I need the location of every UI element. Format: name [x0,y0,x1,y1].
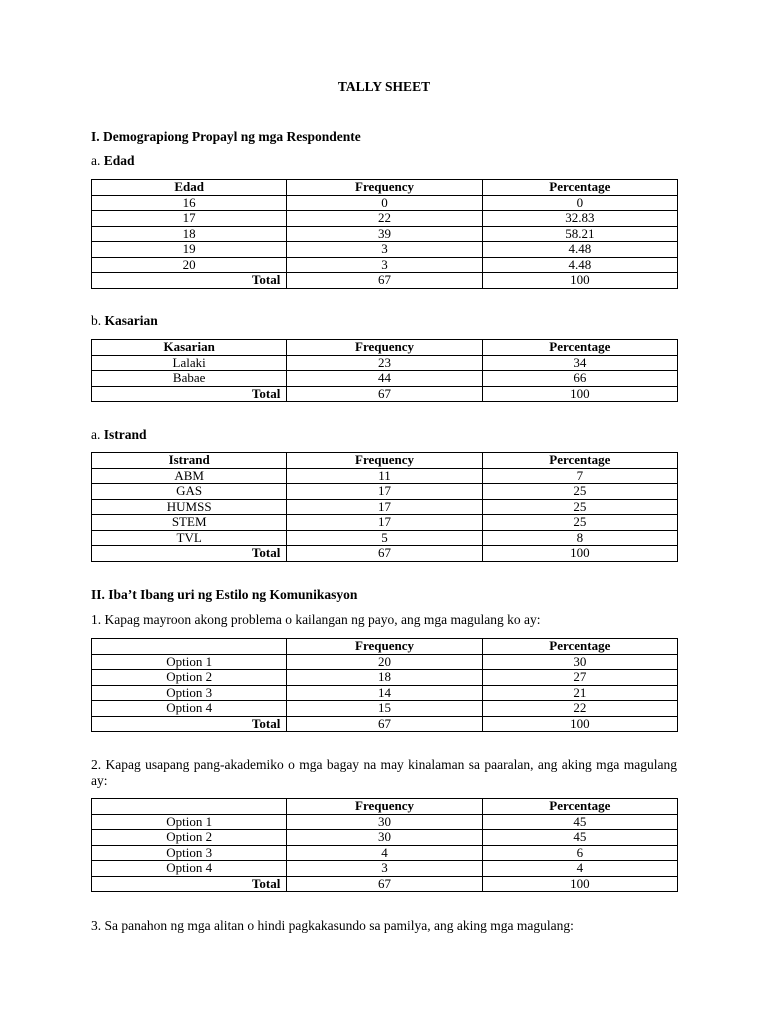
table-cell: 15 [287,701,482,717]
header-cell: Frequency [287,340,482,356]
table-cell: 17 [287,499,482,515]
total-percentage: 100 [482,876,677,892]
table-cell: 6 [482,845,677,861]
table-cell: 66 [482,371,677,387]
table-cell: 39 [287,226,482,242]
total-percentage: 100 [482,273,677,289]
question-3-text: 3. Sa panahon ng mga alitan o hindi pagkakasundo sa pamilya, ang aking mga magulang: [91,918,574,933]
table-cell: Option 1 [92,814,287,830]
document-title: TALLY SHEET [337,79,431,94]
table-header-row [92,639,678,655]
table-cell: 8 [482,530,677,546]
total-frequency: 67 [287,546,482,562]
table-cell: Option 2 [92,830,287,846]
kasarian-prefix: b. [91,313,102,328]
table-row [92,355,678,371]
table-total-row [92,273,678,289]
table-cell: 16 [92,195,287,211]
table-row [92,242,678,258]
total-label: Total [92,876,287,892]
table-cell: Option 2 [92,670,287,686]
table-cell: 23 [287,355,482,371]
total-label: Total [92,273,287,289]
table-cell: 14 [287,685,482,701]
edad-title: Edad [103,153,135,168]
table-row [92,845,678,861]
table-cell: 20 [92,257,287,273]
table-cell: 44 [287,371,482,387]
total-percentage: 100 [482,386,677,402]
table-cell: 30 [482,654,677,670]
table-cell: 7 [482,468,677,484]
header-cell [92,799,287,815]
header-cell: Istrand [92,453,287,469]
table-cell: 3 [287,242,482,258]
table-cell: 25 [482,515,677,531]
header-cell: Percentage [482,180,677,196]
table-cell: 30 [287,814,482,830]
total-label: Total [92,386,287,402]
table-cell: Option 3 [92,845,287,861]
table-cell: 21 [482,685,677,701]
header-cell: Kasarian [92,340,287,356]
kasarian-title: Kasarian [104,313,158,328]
table-cell: Lalaki [92,355,287,371]
edad-prefix: a. [91,153,101,168]
total-frequency: 67 [287,716,482,732]
total-frequency: 67 [287,386,482,402]
table-cell: 3 [287,861,482,877]
table-row [92,861,678,877]
table-cell: Option 3 [92,685,287,701]
question-2-table [91,798,678,892]
table-cell: 22 [287,211,482,227]
table-row [92,530,678,546]
edad-label [91,153,135,169]
istrand-prefix: a. [91,427,101,442]
table-cell: 45 [482,814,677,830]
header-cell [92,639,287,655]
table-row [92,484,678,500]
header-cell: Percentage [482,340,677,356]
table-cell: GAS [92,484,287,500]
table-cell: 11 [287,468,482,484]
header-cell: Frequency [287,180,482,196]
table-cell: Option 4 [92,701,287,717]
table-cell: 32.83 [482,211,677,227]
table-row [92,468,678,484]
table-cell: 19 [92,242,287,258]
kasarian-table [91,339,678,402]
table-cell: HUMSS [92,499,287,515]
istrand-table [91,452,678,562]
total-label: Total [92,546,287,562]
table-row [92,515,678,531]
table-header-row [92,340,678,356]
table-cell: STEM [92,515,287,531]
table-cell: 18 [287,670,482,686]
table-cell: 3 [287,257,482,273]
table-cell: 4 [287,845,482,861]
table-total-row [92,716,678,732]
table-cell: 0 [287,195,482,211]
kasarian-label [91,313,158,329]
table-cell: 17 [287,515,482,531]
table-cell: 4.48 [482,242,677,258]
header-cell: Percentage [482,639,677,655]
header-cell: Percentage [482,799,677,815]
total-percentage: 100 [482,716,677,732]
table-cell: TVL [92,530,287,546]
table-cell: 5 [287,530,482,546]
istrand-label [91,427,147,443]
section-1-heading: I. Demograpiong Propayl ng mga Respondente [91,129,361,144]
table-cell: 4.48 [482,257,677,273]
table-cell: 45 [482,830,677,846]
header-cell: Frequency [287,453,482,469]
table-cell: 20 [287,654,482,670]
table-header-row [92,453,678,469]
istrand-title: Istrand [103,427,147,442]
table-cell: 18 [92,226,287,242]
table-row [92,701,678,717]
total-label: Total [92,716,287,732]
header-cell: Frequency [287,799,482,815]
table-cell: 25 [482,499,677,515]
header-cell: Edad [92,180,287,196]
edad-table [91,179,678,289]
question-1-table [91,638,678,732]
table-cell: 17 [92,211,287,227]
table-header-row [92,799,678,815]
table-cell: 4 [482,861,677,877]
table-row [92,499,678,515]
table-cell: 27 [482,670,677,686]
table-row [92,371,678,387]
table-cell: 34 [482,355,677,371]
table-total-row [92,876,678,892]
table-cell: 17 [287,484,482,500]
question-2-text: 2. Kapag usapang pang-akademiko o mga bagay na may kinalaman sa paaralan, ang aking mga magulang ay: [91,757,677,788]
table-row [92,654,678,670]
total-frequency: 67 [287,876,482,892]
table-row [92,814,678,830]
header-cell: Frequency [287,639,482,655]
table-cell: Babae [92,371,287,387]
table-row [92,830,678,846]
table-row [92,670,678,686]
total-percentage: 100 [482,546,677,562]
table-header-row [92,180,678,196]
table-cell: 58.21 [482,226,677,242]
table-cell: Option 4 [92,861,287,877]
table-cell: 25 [482,484,677,500]
table-total-row [92,546,678,562]
table-cell: 0 [482,195,677,211]
header-cell: Percentage [482,453,677,469]
table-row [92,226,678,242]
table-cell: Option 1 [92,654,287,670]
table-row [92,685,678,701]
section-2-heading: II. Iba’t Ibang uri ng Estilo ng Komunikasyon [91,587,358,602]
table-row [92,195,678,211]
table-cell: ABM [92,468,287,484]
table-cell: 30 [287,830,482,846]
table-row [92,257,678,273]
table-cell: 22 [482,701,677,717]
table-row [92,211,678,227]
total-frequency: 67 [287,273,482,289]
table-total-row [92,386,678,402]
question-1-text: 1. Kapag mayroon akong problema o kailangan ng payo, ang mga magulang ko ay: [91,612,541,627]
